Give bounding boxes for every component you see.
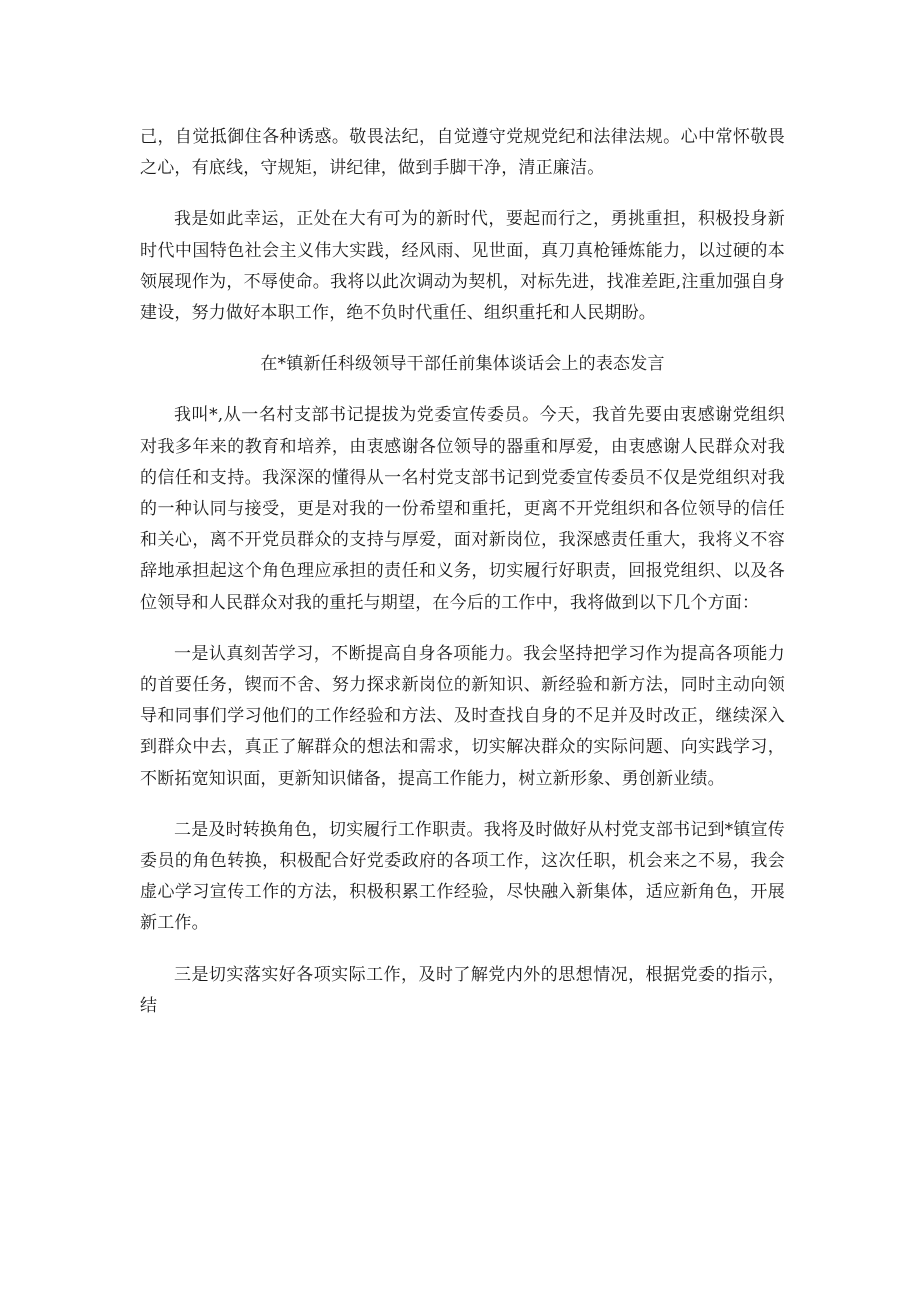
paragraph-new-era: 我是如此幸运，正处在大有可为的新时代，要起而行之，勇挑重担，积极投身新时代中国特色社会主义伟大实践，经风雨、见世面，真刀真枪锤炼能力，以过硬的本领展现作为，不辱使命。我将以此次调动为契机，对标先进，找准差距,注重加强自身建设，努力做好本职工作，绝不负时代重任、组织重托和人民期盼。 xyxy=(140,209,785,324)
paragraph-point-two: 二是及时转换角色，切实履行工作职责。我将及时做好从村党支部书记到*镇宣传委员的角色转换，积极配合好党委政府的各项工作，这次任职，机会来之不易，我会虚心学习宣传工作的方法，积极积累工作经验，尽快融入新集体，适应新角色，开展新工作。 xyxy=(140,819,785,934)
paragraph-introduction: 我叫*,从一名村支部书记提拔为党委宣传委员。今天，我首先要由衷感谢党组织对我多年来的教育和培养，由衷感谢各位领导的器重和厚爱，由衷感谢人民群众对我的信任和支持。我深深的懂得从一名村党支部书记到党委宣传委员不仅是党组织对我的一种认同与接受，更是对我的一份希望和重托，更离不开党组织和各位领导的信任和关心，离不开党员群众的支持与厚爱，面对新岗位，我深感责任重大，我将义不容辞地承担起这个角色理应承担的责任和义务，切实履行好职责，回报党组织、以及各位领导和人民群众对我的重托与期望，在今后的工作中，我将做到以下几个方面： xyxy=(140,405,785,613)
paragraph-point-three: 三是切实落实好各项实际工作，及时了解党内外的思想情况，根据党委的指示，结 xyxy=(140,964,785,1016)
speech-title: 在*镇新任科级领导干部任前集体谈话会上的表态发言 xyxy=(260,354,665,375)
paragraph-point-one: 一是认真刻苦学习，不断提高自身各项能力。我会坚持把学习作为提高各项能力的首要任务，锲而不舍、努力探求新岗位的新知识、新经验和新方法，同时主动向领导和同事们学习他们的工作经验和方法、及时查找自身的不足并及时改正，继续深入到群众中去，真正了解群众的想法和需求，切实解决群众的实际问题、向实践学习，不断拓宽知识面，更新知识储备，提高工作能力，树立新形象、勇创新业绩。 xyxy=(140,643,785,789)
paragraph-continuation: 己，自觉抵御住各种诱惑。敬畏法纪，自觉遵守党规党纪和法律法规。心中常怀敬畏之心，有底线，守规矩，讲纪律，做到手脚干净，清正廉洁。 xyxy=(140,127,785,179)
document-body xyxy=(140,122,785,1042)
